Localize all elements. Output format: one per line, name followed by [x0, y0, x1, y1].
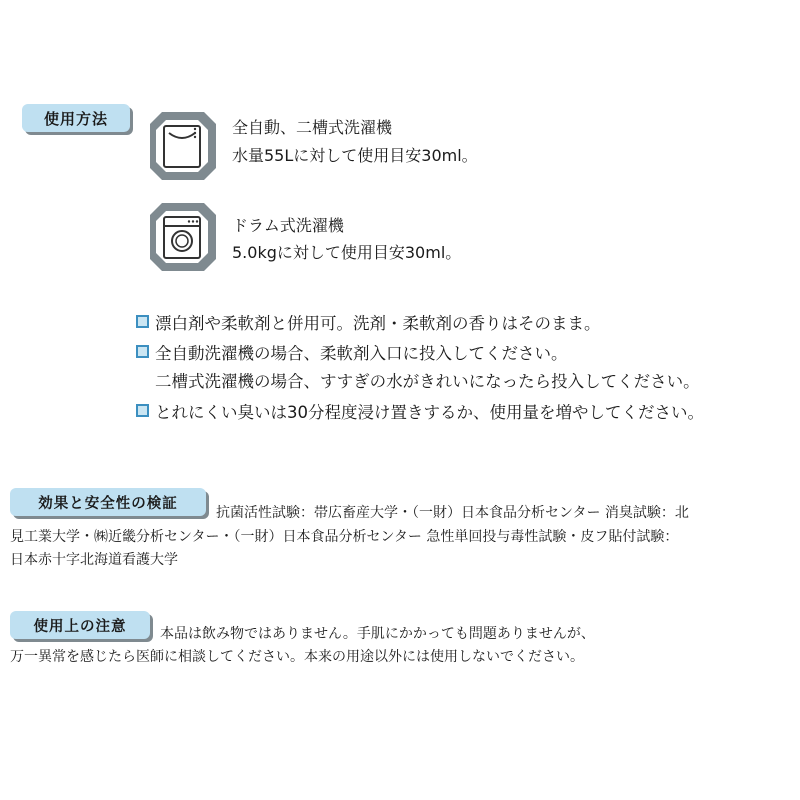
usage-bullet: [136, 310, 601, 338]
usage-bullet-text: とれにくい臭いは30分程度浸け置きするか、使用量を増やしてください。: [155, 403, 704, 422]
drum-line2: 5.0kgに対して使用目安30ml。: [232, 243, 462, 262]
verification-line1: 抗菌活性試験：帯広畜産大学・（一財）日本食品分析センター 消臭試験：北: [216, 505, 689, 521]
square-bullet-icon: [136, 315, 149, 328]
usage-bullet-text: 全自動洗濯機の場合、柔軟剤入口に投入してください。: [155, 344, 568, 363]
drum-washing-machine-icon: [150, 203, 216, 271]
verification-line3: 日本赤十字北海道看護大学: [10, 552, 178, 568]
square-bullet-icon: [136, 345, 149, 358]
usage-bullet: [136, 399, 704, 427]
usage-bullet-continuation: 二槽式洗濯機の場合、すすぎの水がきれいになったら投入してください。: [155, 372, 700, 391]
caution-line2: 万一異常を感じたら医師に相談してください。本来の用途以外には使用しないでください。: [10, 649, 584, 665]
caution-section-tag: 使用上の注意: [10, 611, 150, 639]
usage-bullet-text: 漂白剤や柔軟剤と併用可。洗剤・柔軟剤の香りはそのまま。: [155, 314, 601, 333]
drum-line1: ドラム式洗濯機: [232, 216, 344, 235]
square-bullet-icon: [136, 404, 149, 417]
top-loader-washing-machine-icon: [150, 112, 216, 180]
usage-section-tag: 使用方法: [22, 104, 130, 132]
verification-section-tag: 効果と安全性の検証: [10, 488, 206, 516]
verification-line2: 見工業大学・㈱近畿分析センター・（一財）日本食品分析センター 急性単回投与毒性試験・皮フ貼付試験：: [10, 529, 679, 545]
top-loader-line1: 全自動、二槽式洗濯機: [232, 118, 393, 137]
caution-line1: 本品は飲み物ではありません。手肌にかかっても問題ありませんが、: [160, 626, 595, 642]
top-loader-line2: 水量55Lに対して使用目安30ml。: [232, 146, 478, 165]
usage-bullet: [136, 340, 568, 368]
